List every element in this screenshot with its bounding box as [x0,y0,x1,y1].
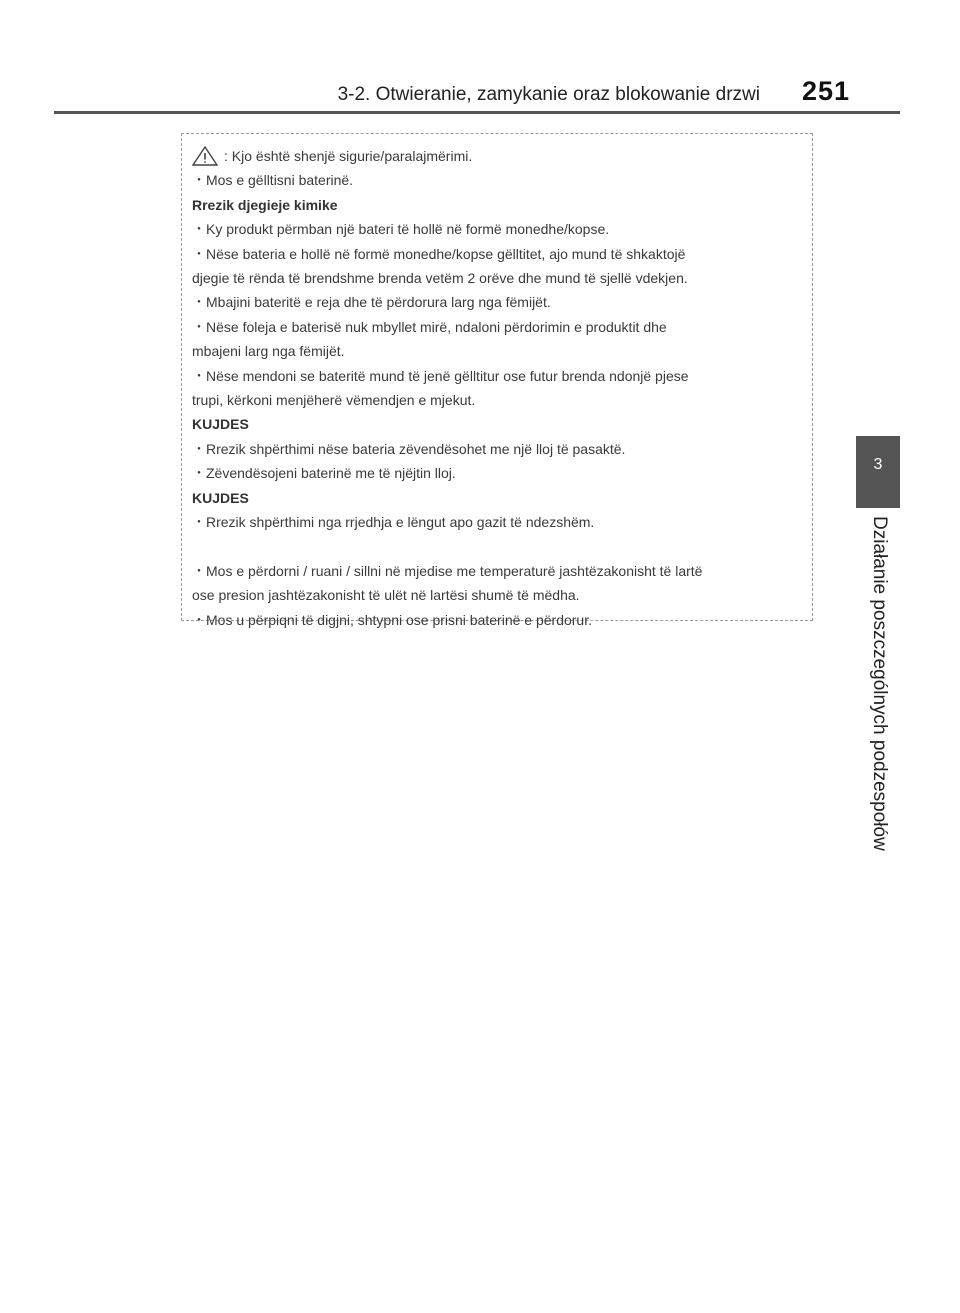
chapter-title: Działanie poszczególnych podzespołów [869,516,890,851]
notice-line: ・Mos e gëlltisni baterinë. [192,172,354,189]
page-number: 251 [802,76,851,106]
notice-line: ・Nëse mendoni se bateritë mund të jenë gëlltitur ose futur brenda ndonjë pjese [192,367,689,384]
notice-heading: KUJDES [192,416,249,433]
notice-spacer [192,535,802,559]
notice-line: ・Nëse foleja e baterisë nuk mbyllet mirë, ndaloni përdorimin e produktit dhe [192,318,667,335]
notice-line: mbajeni larg nga fëmijët. [192,343,345,360]
notice-line: trupi, kërkoni menjëherë vëmendjen e mjekut. [192,392,476,409]
chapter-number: 3 [873,456,883,473]
notice-line: ・Rrezik shpërthimi nga rrjedhja e lëngut apo gazit të ndezshëm. [192,514,595,531]
notice-line: ・Zëvendësojeni baterinë me të njëjtin lloj. [192,465,456,482]
safety-notice-box [181,133,813,628]
notice-line: ・Mos e përdorni / ruani / sillni në mjedise me temperaturë jashtëzakonisht të lartë [192,562,703,579]
notice-line: ・Mbajini bateritë e reja dhe të përdorura larg nga fëmijët. [192,294,551,311]
section-title: 3-2. Otwieranie, zamykanie oraz blokowanie drzwi [337,84,760,105]
notice-line: ・Ky produkt përmban një bateri të hollë në formë monedhe/kopse. [192,221,610,238]
notice-line: djegie të rënda të brendshme brenda vetëm 2 orëve dhe mund të sjellë vdekjen. [192,270,688,287]
notice-line: ・Rrezik shpërthimi nëse bateria zëvendësohet me një lloj të pasaktë. [192,440,626,457]
notice-line: ・Mos u përpiqni të digjni, shtypni ose prisni baterinë e përdorur. [192,611,592,628]
warning-triangle-icon [192,146,218,166]
notice-heading: Rrezik djegieje kimike [192,196,338,213]
notice-heading: KUJDES [192,489,249,506]
page-header [0,0,960,120]
chapter-tab [856,436,900,508]
warning-label: : Kjo është shenjë sigurie/paralajmërimi. [224,148,473,164]
header-divider [54,111,900,114]
warning-header [192,144,802,168]
notice-line: ose presion jashtëzakonisht të ulët në lartësi shumë të mëdha. [192,587,580,604]
notice-line: ・Nëse bateria e hollë në formë monedhe/kopse gëlltitet, ajo mund të shkaktojë [192,245,686,262]
